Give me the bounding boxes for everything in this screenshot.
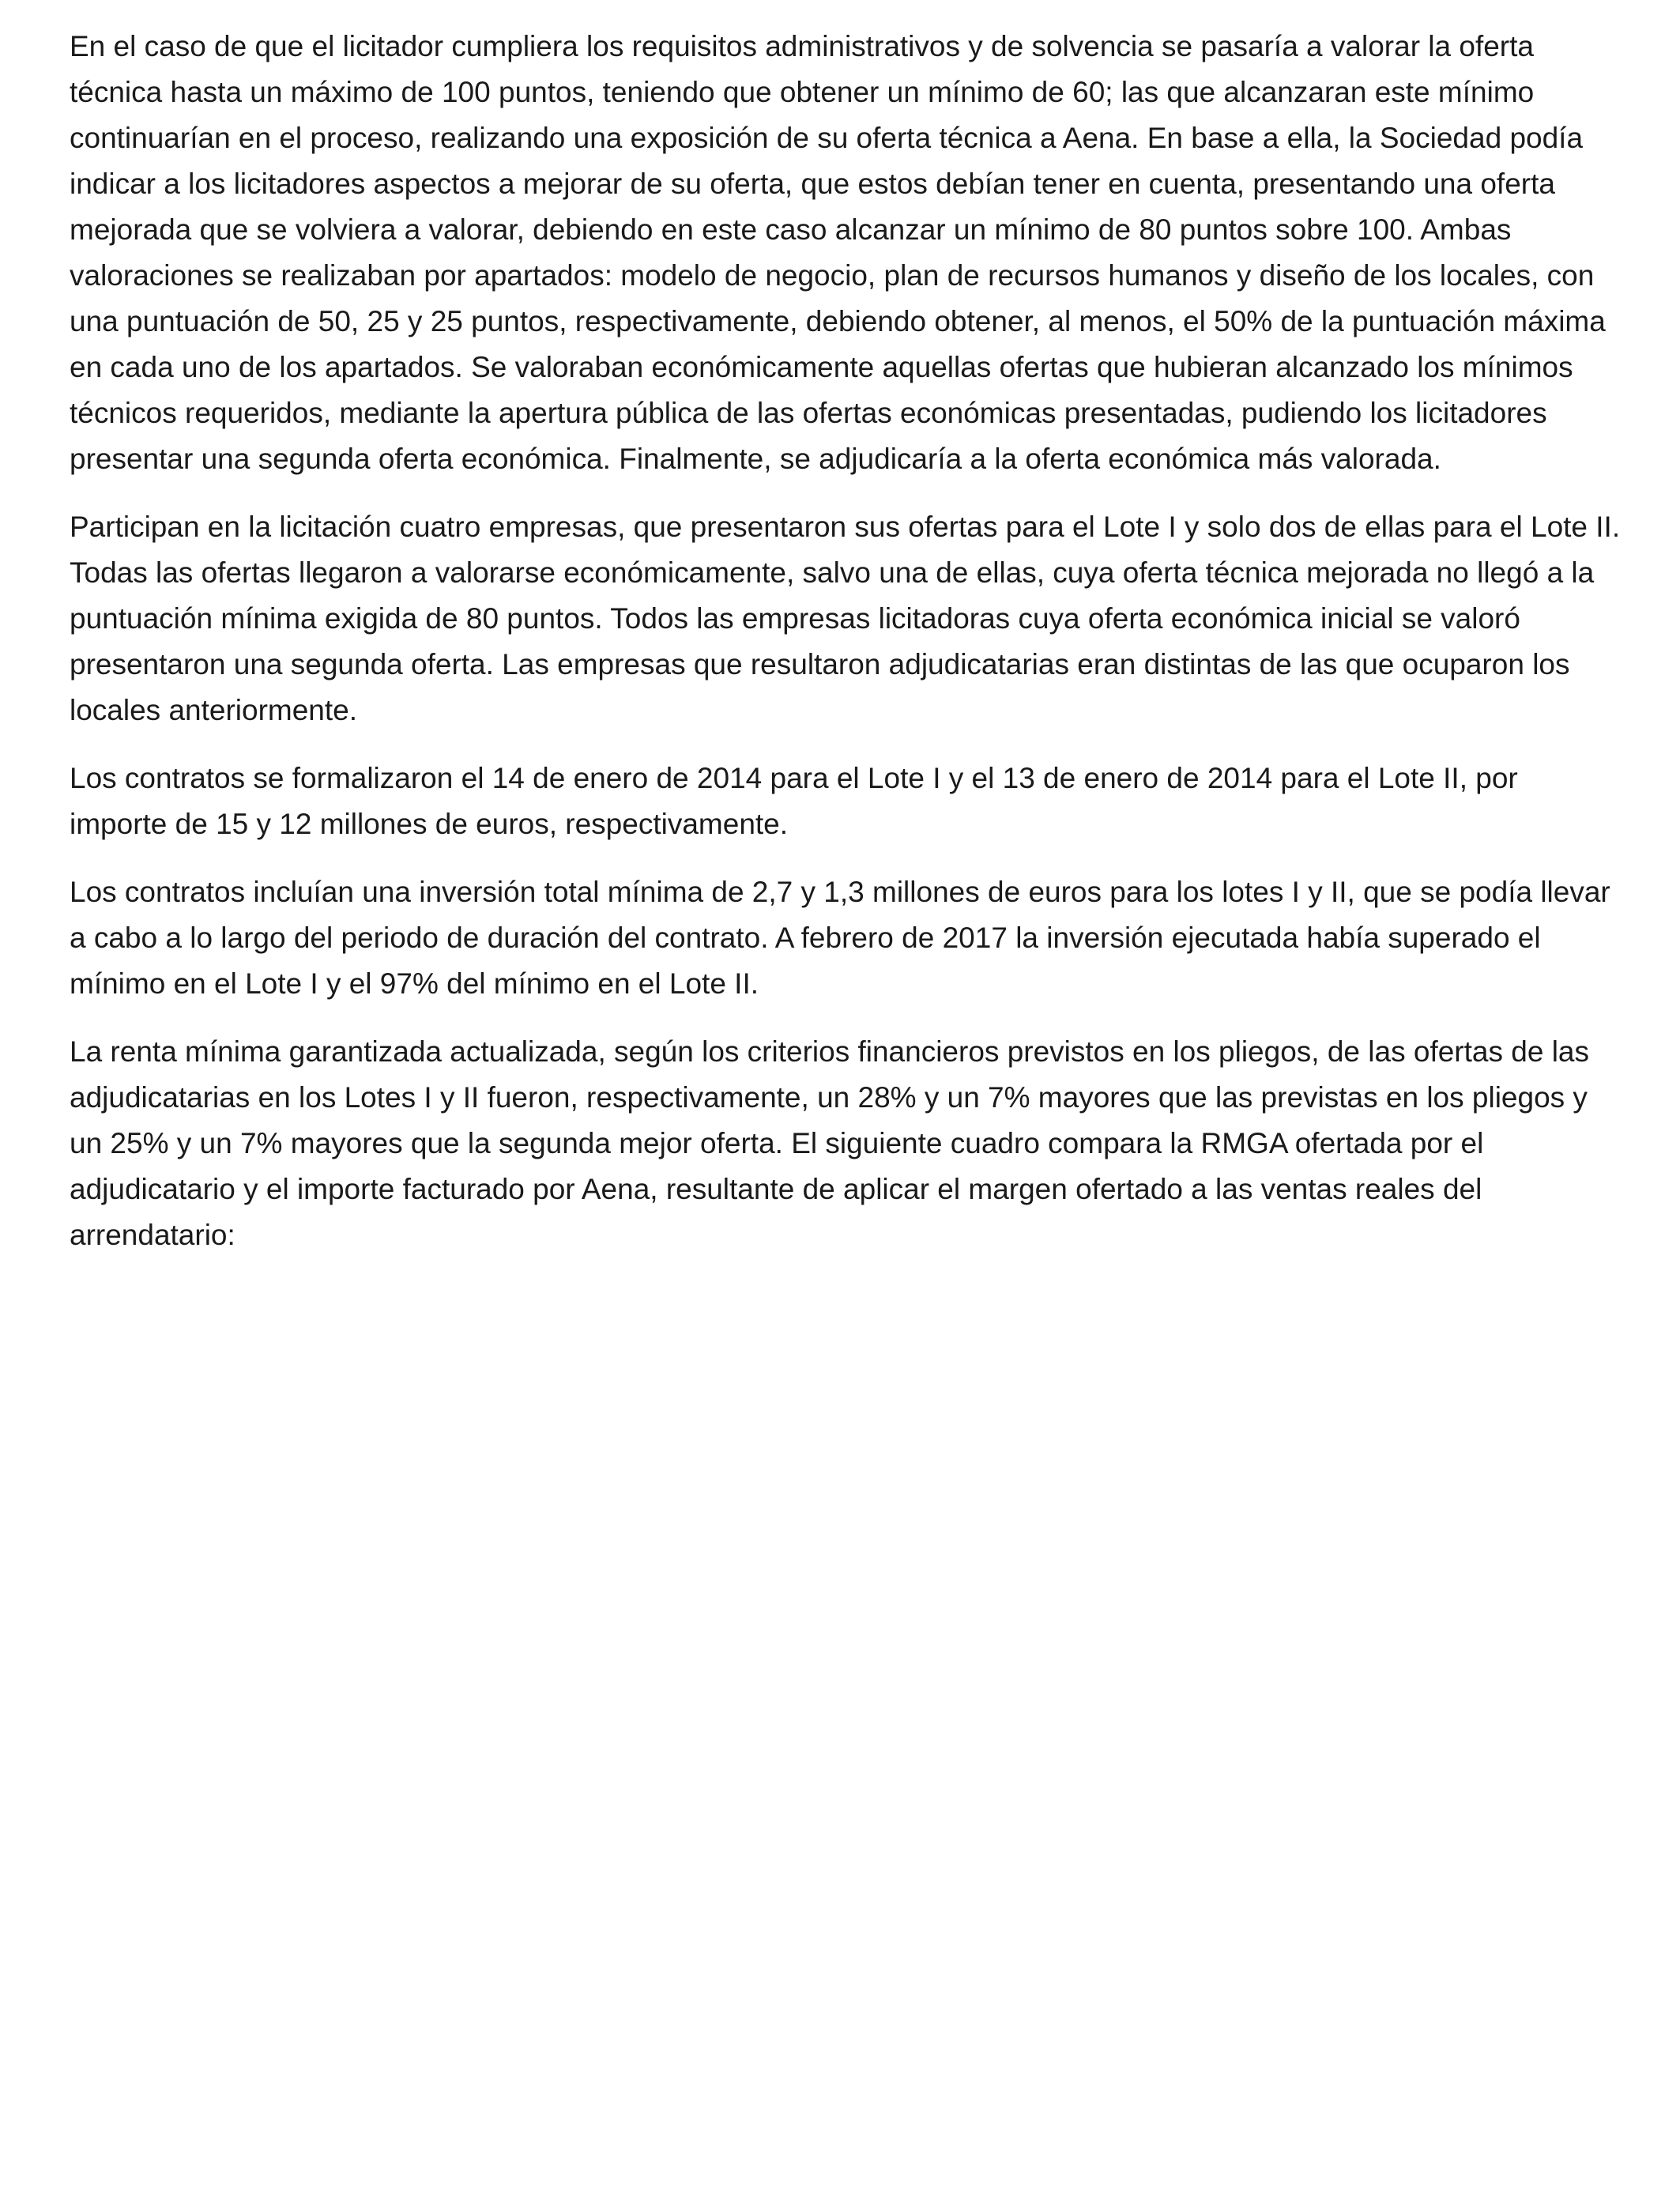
paragraph-contracts-formalized: Los contratos se formalizaron el 14 de enero de 2014 para el Lote I y el 13 de enero de 2014 para el Lote II, por importe de 15 y 12 millones de euros, respectivamente. [70, 762, 1518, 840]
paragraph-evaluation-process: En el caso de que el licitador cumpliera los requisitos administrativos y de solvencia se pasaría a valorar la oferta técnica hasta un máximo de 100 puntos, teniendo que obtener un mínimo de 60; las que alcanzaran este mínimo continuarían en el proceso, realizando una exposición de su oferta técnica a Aena. En base a ella, la Sociedad podía indicar a los licitadores aspectos a mejorar de su oferta, que estos debían tener en cuenta, presentando una oferta mejorada que se volviera a valorar, debiendo en este caso alcanzar un mínimo de 80 puntos sobre 100. Ambas valoraciones se realizaban por apartados: modelo de negocio, plan de recursos humanos y diseño de los locales, con una puntuación de 50, 25 y 25 puntos, respectivamente, debiendo obtener, al menos, el 50% de la puntuación máxima en cada uno de los apartados. Se valoraban económicamente aquellas ofertas que hubieran alcanzado los mínimos técnicos requeridos, mediante la apertura pública de las ofertas económicas presentadas, pudiendo los licitadores presentar una segunda oferta económica. Finalmente, se adjudicaría a la oferta económica más valorada. [70, 30, 1606, 475]
paragraph-minimum-rent: La renta mínima garantizada actualizada, según los criterios financieros previstos en los pliegos, de las ofertas de las adjudicatarias en los Lotes I y II fueron, respectivamente, un 28% y un 7% mayores que las previstas en los pliegos y un 25% y un 7% mayores que la segunda mejor oferta. El siguiente cuadro compara la RMGA ofertada por el adjudicatario y el importe facturado por Aena, resultante de aplicar el margen ofertado a las ventas reales del arrendatario: [70, 1035, 1589, 1251]
paragraph-investment: Los contratos incluían una inversión total mínima de 2,7 y 1,3 millones de euros para los lotes I y II, que se podía llevar a cabo a lo largo del periodo de duración del contrato. A febrero de 2017 la inversión ejecutada había superado el mínimo en el Lote I y el 97% del mínimo en el Lote II. [70, 876, 1610, 1000]
paragraph-bidders: Participan en la licitación cuatro empresas, que presentaron sus ofertas para el Lote I y solo dos de ellas para el Lote II. Todas las ofertas llegaron a valorarse económicamente, salvo una de ellas, cuya oferta técnica mejorada no llegó a la puntuación mínima exigida de 80 puntos. Todos las empresas licitadoras cuya oferta económica inicial se valoró presentaron una segunda oferta. Las empresas que resultaron adjudicatarias eran distintas de las que ocuparon los locales anteriormente. [70, 511, 1621, 726]
body-text [70, 24, 1622, 1280]
